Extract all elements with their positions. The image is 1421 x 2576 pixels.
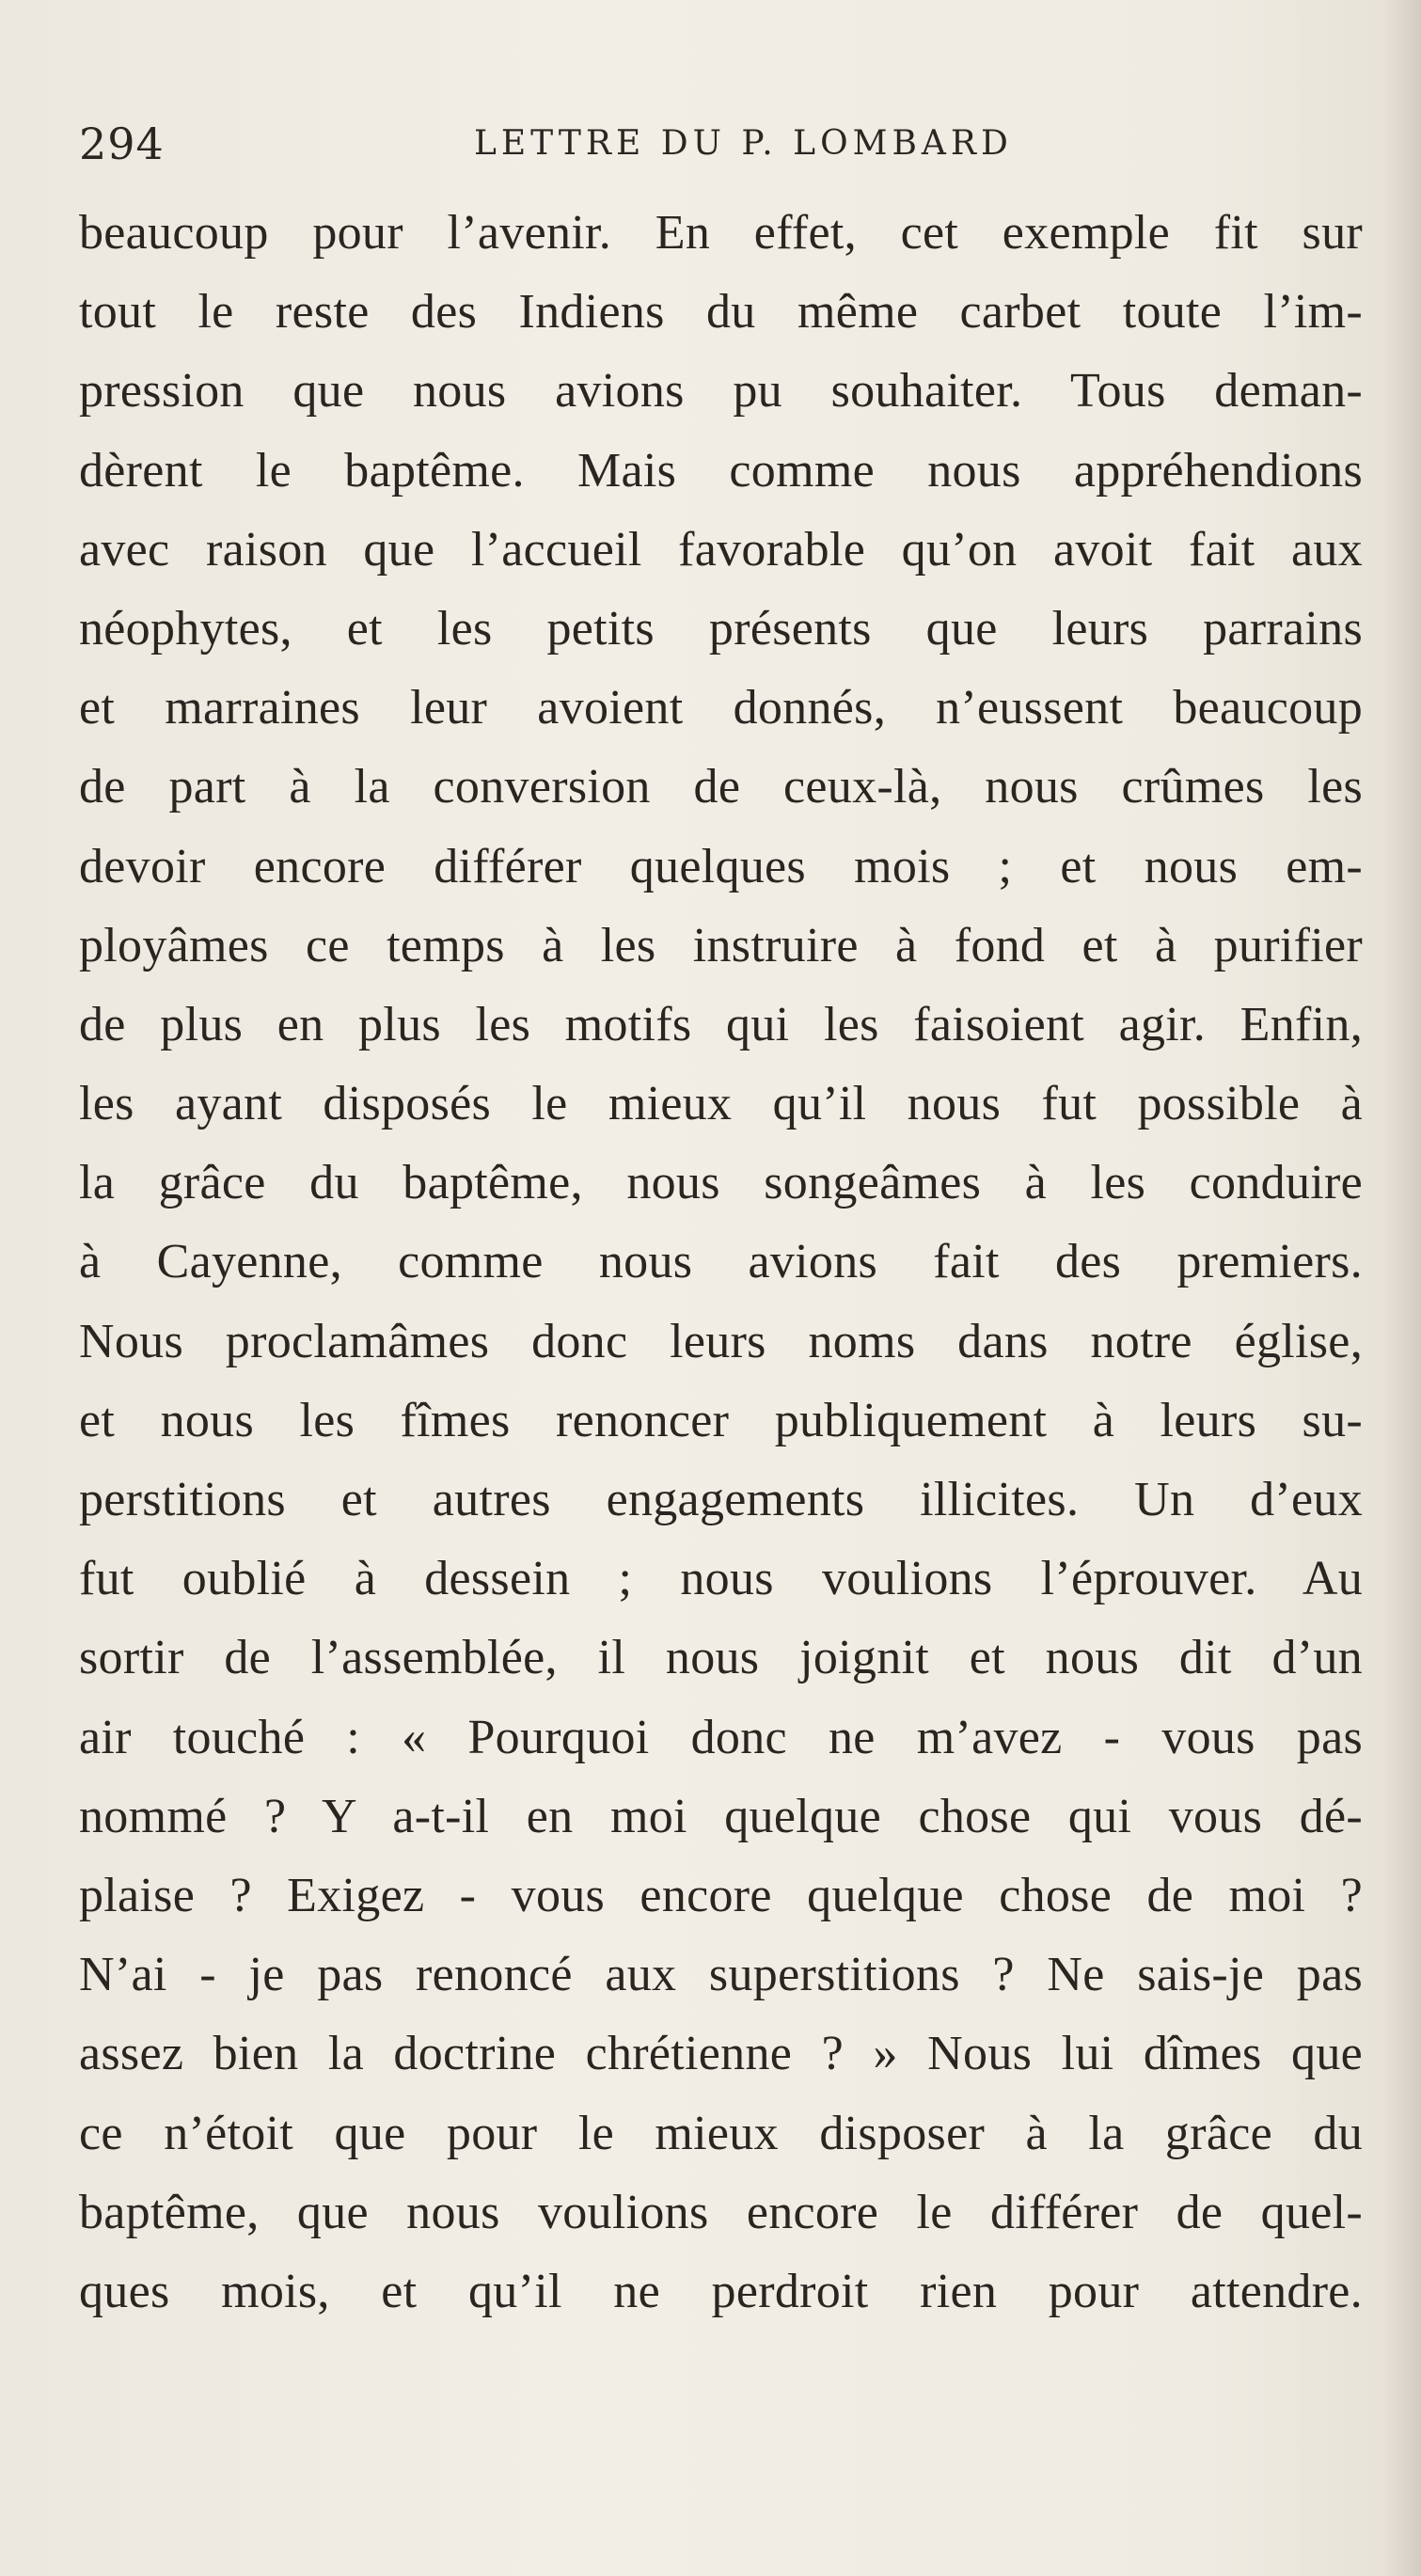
text-line: la grâce du baptême, nous songeâmes à les conduire xyxy=(79,1156,1363,1210)
text-line: beaucoup pour l’avenir. En effet, cet exemple fit sur xyxy=(79,206,1363,260)
text-line: perstitions et autres engagements illicites. Un d’eux xyxy=(79,1473,1363,1526)
text-line: N’ai - je pas renoncé aux superstitions ? Ne sais-je pas xyxy=(79,1948,1363,2002)
text-line: avec raison que l’accueil favorable qu’on avoit fait aux xyxy=(79,522,1363,577)
text-line: fut oublié à dessein ; nous voulions l’éprouver. Au xyxy=(79,1552,1363,1606)
text-line: assez bien la doctrine chrétienne ? » Nous lui dîmes que xyxy=(79,2027,1363,2081)
text-line: et nous les fîmes renoncer publiquement à leurs su- xyxy=(79,1393,1363,1447)
text-line: néophytes, et les petits présents que leurs parrains xyxy=(79,601,1363,656)
text-line: les ayant disposés le mieux qu’il nous fut possible à xyxy=(79,1077,1363,1131)
text-line: Nous proclamâmes donc leurs noms dans notre église, xyxy=(79,1314,1363,1368)
text-line: et marraines leur avoient donnés, n’eussent beaucoup xyxy=(79,681,1363,735)
text-line: sortir de l’assemblée, il nous joignit et nous dit d’un xyxy=(79,1631,1363,1685)
text-line: baptême, que nous voulions encore le différer de quel- xyxy=(79,2185,1363,2239)
text-line: ques mois, et qu’il ne perdroit rien pour attendre. xyxy=(79,2264,1363,2318)
text-line: à Cayenne, comme nous avions fait des premiers. xyxy=(79,1235,1363,1289)
text-line: plaise ? Exigez - vous encore quelque chose de moi ? xyxy=(79,1868,1363,1922)
page-number: 294 xyxy=(79,119,165,169)
text-line: de plus en plus les motifs qui les faisoient agir. Enfin, xyxy=(79,997,1363,1051)
text-line: ce n’étoit que pour le mieux disposer à la grâce du xyxy=(79,2106,1363,2160)
text-line: pression que nous avions pu souhaiter. Tous deman- xyxy=(79,364,1363,419)
text-line: devoir encore différer quelques mois ; et nous em- xyxy=(79,839,1363,893)
page-shadow-edge xyxy=(1383,0,1421,2576)
running-title: LETTRE DU P. LOMBARD xyxy=(474,124,1013,163)
text-line: nommé ? Y a-t-il en moi quelque chose qui vous dé- xyxy=(79,1789,1363,1843)
body-text xyxy=(79,194,1363,2331)
text-line: dèrent le baptême. Mais comme nous appréhendions xyxy=(79,443,1363,498)
text-line: tout le reste des Indiens du même carbet toute l’im- xyxy=(79,285,1363,340)
text-line: ployâmes ce temps à les instruire à fond et à purifier xyxy=(79,918,1363,972)
running-head xyxy=(79,111,1363,177)
text-line: air touché : « Pourquoi donc ne m’avez - vous pas xyxy=(79,1710,1363,1764)
text-line: de part à la conversion de ceux-là, nous crûmes les xyxy=(79,760,1363,814)
